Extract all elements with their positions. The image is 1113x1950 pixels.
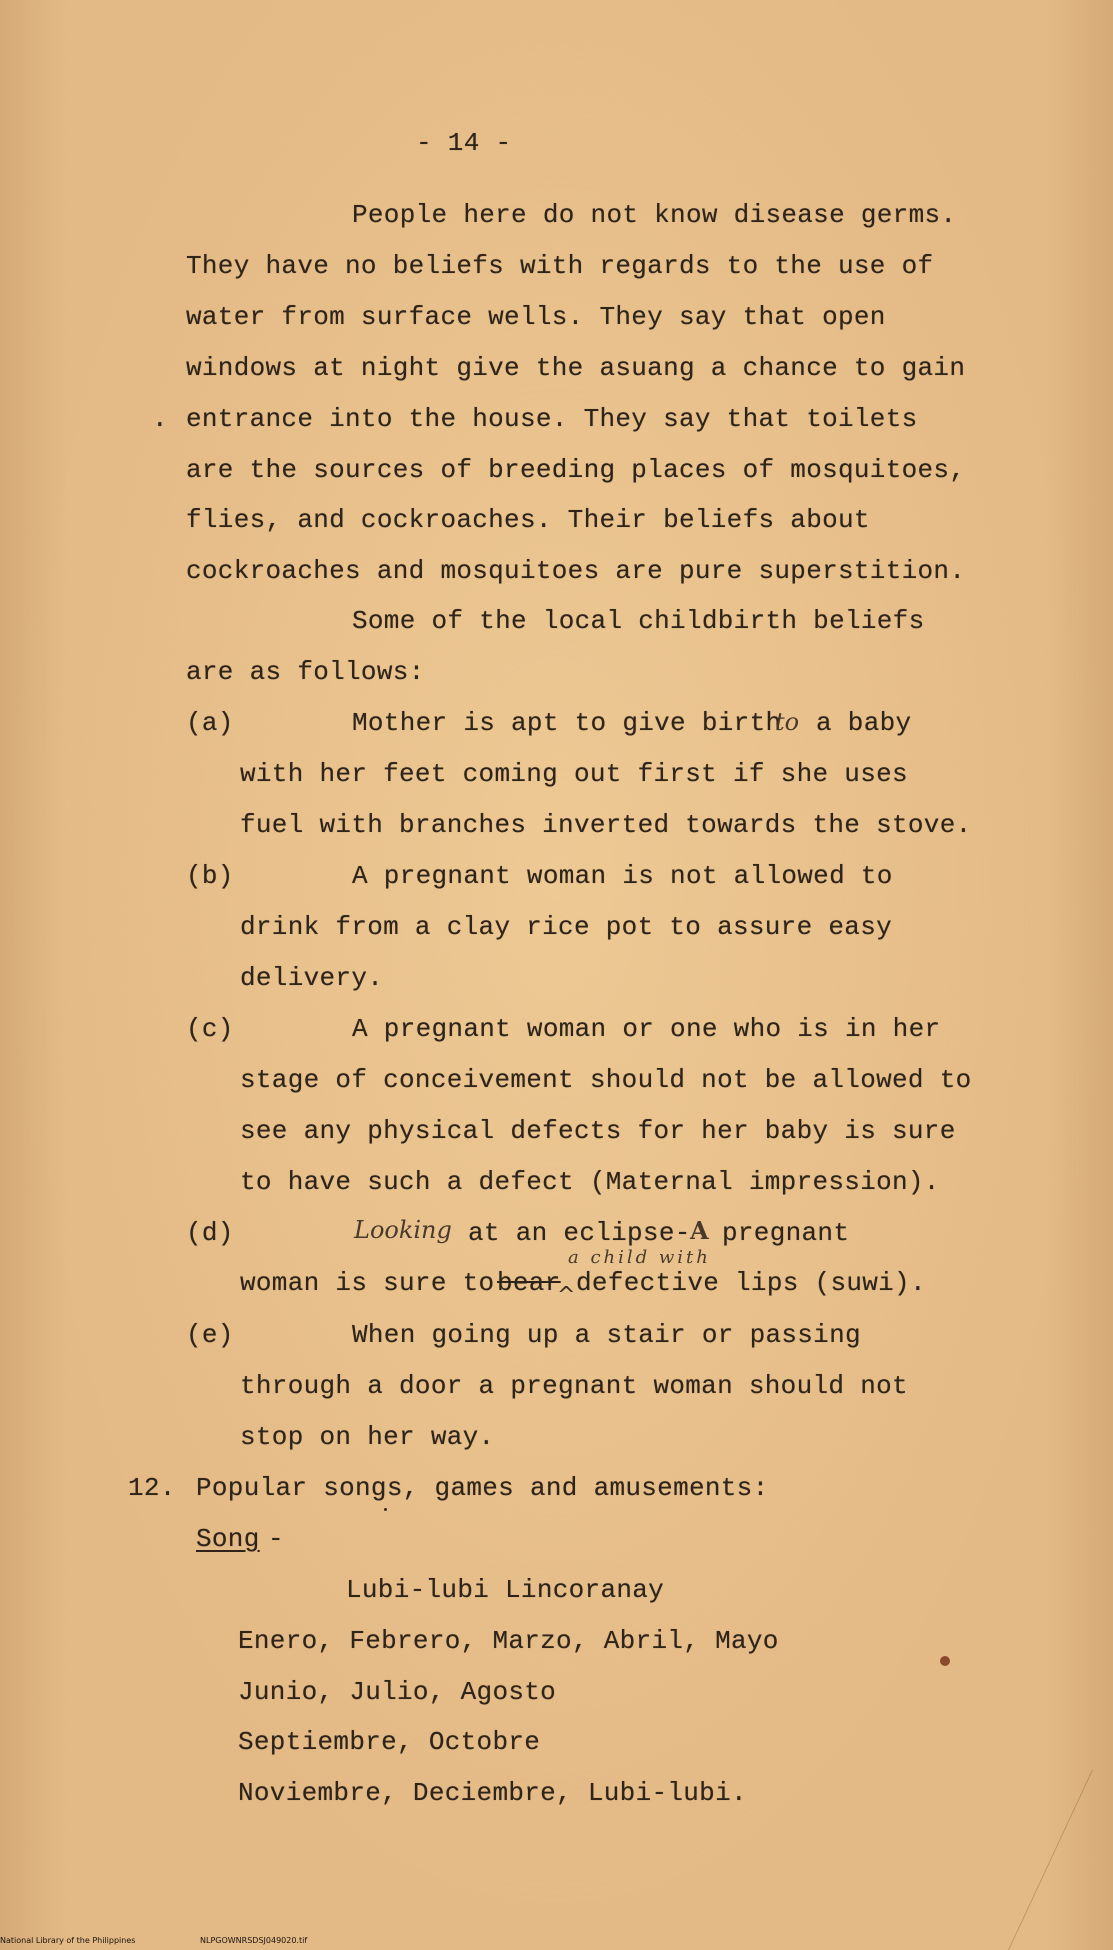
item-c-line-1: A pregnant woman or one who is in her: [352, 1014, 941, 1044]
item-a-label: (a): [186, 708, 234, 738]
item-b-line-1: A pregnant woman is not allowed to: [352, 861, 893, 891]
item-e-line-1: When going up a stair or passing: [352, 1320, 861, 1350]
song-line-4: Noviembre, Deciembre, Lubi-lubi.: [238, 1778, 747, 1808]
item-d-struck-word: bear: [497, 1268, 561, 1298]
item-d-label: (d): [186, 1218, 234, 1248]
item-c-line-4: to have such a defect (Maternal impression).: [240, 1167, 940, 1197]
item-d-insert-above: a child with: [568, 1247, 711, 1268]
item-a-handwritten-insert: to: [775, 708, 800, 736]
item-d-insert-caret: ^: [557, 1283, 576, 1308]
item-a-line-1-end: a baby: [816, 708, 912, 738]
para1-line-7: flies, and cockroaches. Their beliefs about: [186, 505, 870, 535]
song-line-1: Enero, Febrero, Marzo, Abril, Mayo: [238, 1626, 779, 1656]
para2-line-1: Some of the local childbirth beliefs: [352, 606, 925, 636]
item-c-line-3: see any physical defects for her baby is sure: [240, 1116, 956, 1146]
para1-line-6: are the sources of breeding places of mosquitoes,: [186, 455, 966, 485]
para2-line-2: are as follows:: [186, 657, 425, 687]
song-title: Lubi-lubi Lincoranay: [346, 1575, 665, 1605]
item-a-line-2: with her feet coming out first if she uses: [240, 759, 908, 789]
footer-file-id: NLPGOWNRSDSJ049020.tif: [200, 1936, 308, 1945]
item-d-handwritten-a: A: [690, 1216, 709, 1245]
item-e-line-3: stop on her way.: [240, 1422, 495, 1452]
item-e-line-2: through a door a pregnant woman should not: [240, 1371, 908, 1401]
item-d-line-2-start: woman is sure to: [240, 1268, 495, 1298]
song-line-3: Septiembre, Octobre: [238, 1727, 541, 1757]
song-dash: -: [268, 1524, 284, 1554]
item-e-label: (e): [186, 1320, 234, 1350]
item-c-line-2: stage of conceivement should not be allowed to: [240, 1065, 972, 1095]
section-12-number: 12.: [128, 1473, 176, 1503]
item-d-line-1-mid: at an eclipse-: [468, 1218, 691, 1248]
item-d-line-1-end: pregnant: [722, 1218, 850, 1248]
para1-line-5: entrance into the house. They say that toilets: [186, 404, 918, 434]
footer-library: National Library of the Philippines: [0, 1936, 136, 1945]
paper-crease: [1008, 1770, 1113, 1950]
para1-line-8: cockroaches and mosquitoes are pure superstition.: [186, 556, 966, 586]
song-line-2: Junio, Julio, Agosto: [238, 1677, 557, 1707]
item-d-handwritten-looking: Looking: [354, 1216, 452, 1244]
stray-dot: .: [152, 404, 168, 434]
item-c-label: (c): [186, 1014, 234, 1044]
para1-line-4: windows at night give the asuang a chance to gain: [186, 353, 966, 383]
para1-line-1: People here do not know disease germs.: [352, 200, 957, 230]
item-b-label: (b): [186, 861, 234, 891]
song-label: Song: [196, 1524, 260, 1554]
speck-dot: [384, 1508, 387, 1511]
para1-line-2: They have no beliefs with regards to the use of: [186, 251, 934, 281]
ink-spot: [940, 1656, 950, 1666]
item-a-line-1: Mother is apt to give birth: [352, 708, 782, 738]
item-b-line-3: delivery.: [240, 963, 384, 993]
page-number: - 14 -: [416, 128, 512, 158]
item-b-line-2: drink from a clay rice pot to assure easy: [240, 912, 893, 942]
para1-line-3: water from surface wells. They say that open: [186, 302, 886, 332]
item-d-line-2-end: defective lips (suwi).: [576, 1268, 926, 1298]
item-a-line-3: fuel with branches inverted towards the stove.: [240, 810, 972, 840]
section-12-title: Popular songs, games and amusements:: [196, 1473, 769, 1503]
